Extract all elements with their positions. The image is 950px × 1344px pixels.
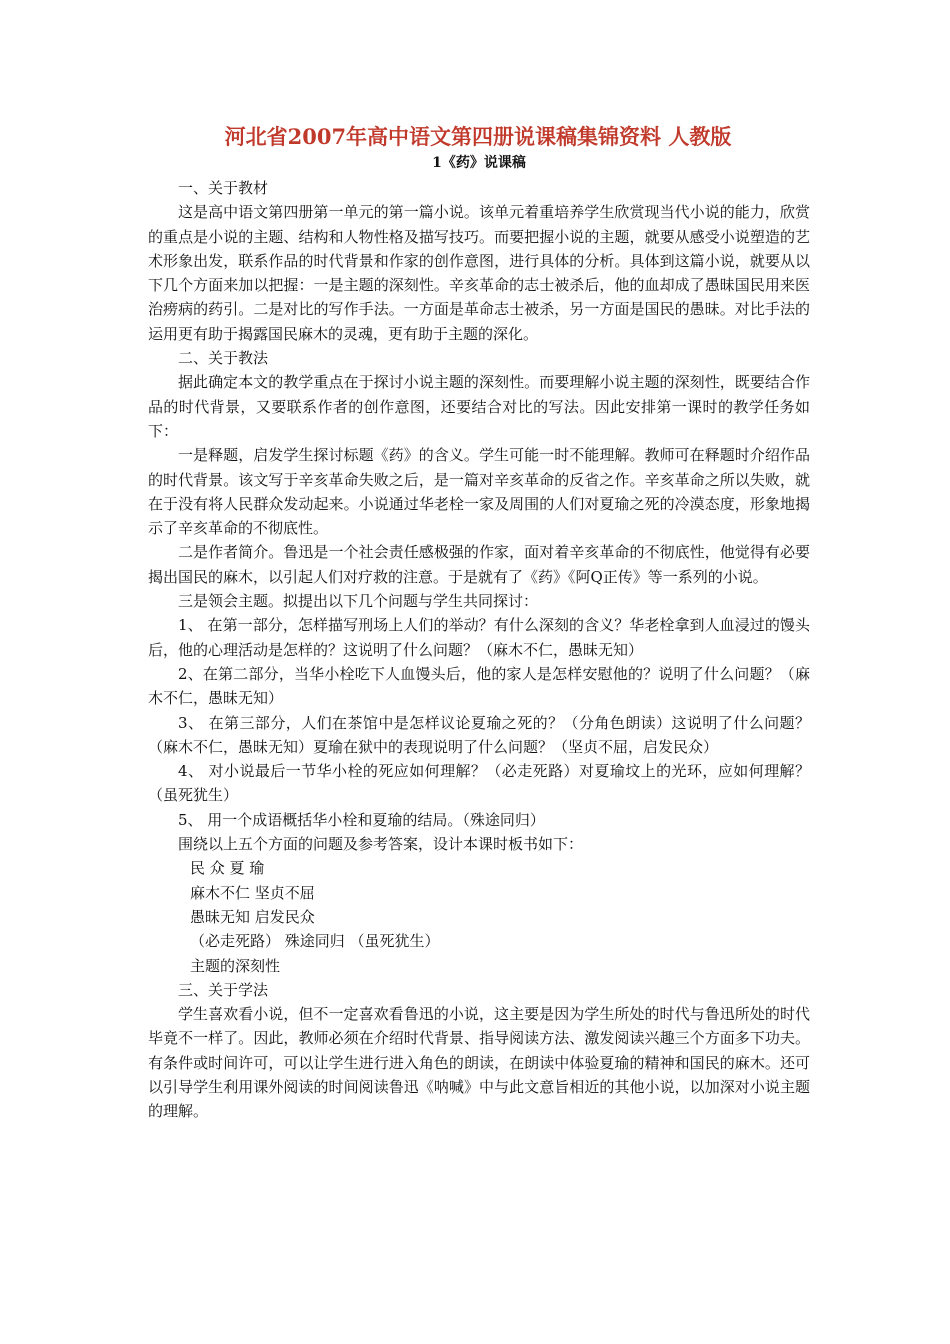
question-item: 2、在第二部分，当华小栓吃下人血馒头后，他的家人是怎样安慰他的？说明了什么问题？（麻木不仁，愚昧无知）	[148, 664, 810, 708]
document-subtitle: 1《药》说课稿	[432, 155, 526, 171]
paragraph: 据此确定本文的教学重点在于探讨小说主题的深刻性。而要理解小说主题的深刻性，既要结合作品的时代背景，又要联系作者的创作意图，还要结合对比的写法。因此安排第一课时的教学任务如下：	[148, 373, 810, 440]
section-heading-materials: 一、关于教材	[178, 179, 269, 197]
paragraph: 三是领会主题。拟提出以下几个问题与学生共同探讨：	[178, 592, 539, 611]
document-title: 河北省2007年高中语文第四册说课稿集锦资料 人教版	[224, 124, 732, 149]
question-item: 1、 在第一部分，怎样描写刑场上人们的举动？有什么深刻的含义？华老栓拿到人血浸过的馒头后，他的心理活动是怎样的？这说明了什么问题？（麻木不仁，愚昧无知）	[148, 616, 810, 659]
document-content	[148, 122, 810, 1124]
question-item: 4、 对小说最后一节华小栓的死应如何理解？（必走死路）对夏瑜坟上的光环，应如何理解？（虽死犹生）	[148, 762, 810, 805]
paragraph: 二是作者简介。鲁迅是一个社会责任感极强的作家，面对着辛亥革命的不彻底性，他觉得有必要揭出国民的麻木，以引起人们对疗救的注意。于是就有了《药》《阿Q正传》等一系列的小说。	[148, 543, 810, 586]
question-item: 5、 用一个成语概括华小栓和夏瑜的结局。（殊途同归）	[178, 810, 545, 829]
paragraph: 围绕以上五个方面的问题及参考答案，设计本课时板书如下：	[178, 835, 584, 854]
board-line: 愚昧无知 启发民众	[190, 907, 315, 926]
paragraph: 学生喜欢看小说，但不一定喜欢看鲁迅的小说，这主要是因为学生所处的时代与鲁迅所处的时代毕竟不一样了。因此，教师必须在介绍时代背景、指导阅读方法、激发阅读兴趣三个方面多下功夫。有条件或时间许可，可以让学生进行进入角色的朗读，在朗读中体验夏瑜的精神和国民的麻木。还可以引导学生利用课外阅读的时间阅读鲁迅《呐喊》中与此文意旨相近的其他小说，以加深对小说主题的理解。	[148, 1005, 810, 1121]
board-line: 麻木不仁 坚贞不屈	[190, 883, 315, 902]
paragraph: 一是释题，启发学生探讨标题《药》的含义。学生可能一时不能理解。教师可在释题时介绍作品的时代背景。该文写于辛亥革命失败之后，是一篇对辛亥革命的反省之作。辛亥革命之所以失败，就在于没有将人民群众发动起来。小说通过华老栓一家及周围的人们对夏瑜之死的冷漠态度，形象地揭示了辛亥革命的不彻底性。	[148, 446, 810, 538]
board-line: 主题的深刻性	[190, 956, 281, 975]
board-line: 民 众 夏 瑜	[190, 859, 265, 878]
board-line: （必走死路） 殊途同归 （虽死犹生）	[190, 932, 440, 951]
paragraph: 这是高中语文第四册第一单元的第一篇小说。该单元着重培养学生欣赏现当代小说的能力，欣赏的重点是小说的主题、结构和人物性格及描写技巧。而要把握小说的主题，就要从感受小说塑造的艺术形象出发，联系作品的时代背景和作家的创作意图，进行具体的分析。具体到这篇小说，就要从以下几个方面来加以把握：一是主题的深刻性。辛亥革命的志士被杀后，他的血却成了愚昧国民用来医治痨病的药引。二是对比的写作手法。一方面是革命志士被杀，另一方面是国民的愚昧。对比手法的运用更有助于揭露国民麻木的灵魂，更有助于主题的深化。	[148, 203, 810, 343]
section-heading-learning: 三、关于学法	[178, 980, 269, 999]
question-item: 3、 在第三部分，人们在茶馆中是怎样议论夏瑜之死的？（分角色朗读）这说明了什么问题？（麻木不仁，愚昧无知）夏瑜在狱中的表现说明了什么问题？（坚贞不屈，启发民众）	[148, 713, 810, 756]
section-heading-methods: 二、关于教法	[178, 349, 269, 368]
